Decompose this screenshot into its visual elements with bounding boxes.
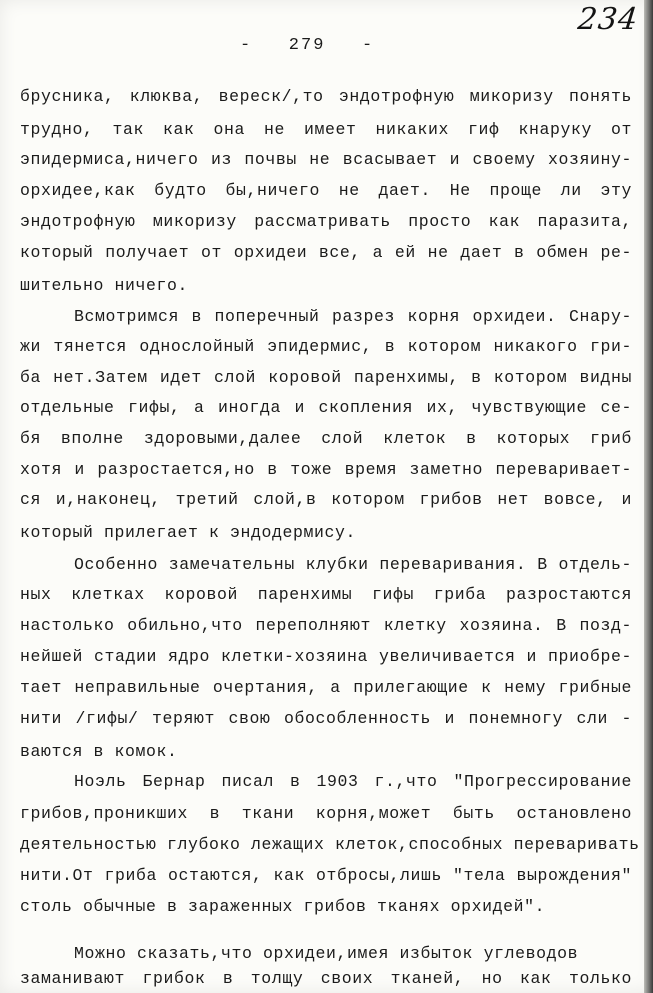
text-line: ваются в комок. — [20, 742, 178, 761]
text-line: столь обычные в зараженных грибов тканях орхидей". — [20, 897, 546, 916]
text-line: заманивают грибок в толщу своих тканей, но как только — [20, 969, 632, 988]
scan-edge — [644, 0, 653, 993]
text-line: эндотрофную микоризу рассматривать просто как паразита, — [20, 212, 632, 231]
text-line: Особенно замечательны клубки переваривания. В отдель- — [74, 555, 632, 574]
text-line: ся и,наконец, третий слой,в котором грибов нет вовсе, и — [20, 490, 632, 509]
text-line: нейшей стадии ядро клетки-хозяина увеличивается и приобре- — [20, 647, 632, 666]
text-line: хотя и разростается,но в тоже время заметно переваривает- — [20, 460, 632, 479]
text-line: нити.От гриба остаются, как отбросы,лишь "тела вырождения" — [20, 866, 632, 885]
text-line: отдельные гифы, а иногда и скопления их, чувствующие се- — [20, 398, 632, 417]
text-line: ных клетках коровой паренхимы гифы гриба разростаются — [20, 585, 632, 604]
text-line: деятельностью глубоко лежащих клеток,способных переваривать — [20, 835, 640, 854]
text-line: брусника, клюква, вереск/,то эндотрофную микоризу понять — [20, 87, 632, 106]
text-line: нити /гифы/ теряют свою обособленность и понемногу сли - — [20, 709, 632, 728]
text-line: Всмотримся в поперечный разрез корня орхидеи. Снару- — [74, 307, 632, 326]
text-line: Ноэль Бернар писал в 1903 г.,что "Прогрессирование — [74, 772, 632, 791]
text-line: грибов,проникших в ткани корня,может быть остановлено — [20, 804, 632, 823]
text-line: Можно сказать,что орхидеи,имея избыток углеводов — [74, 944, 579, 963]
text-line: бя вполне здоровыми,далее слой клеток в которых гриб — [20, 429, 632, 448]
text-line: который прилегает к эндодермису. — [20, 523, 357, 542]
text-line: шительно ничего. — [20, 276, 189, 295]
text-line: жи тянется однослойный эпидермис, в котором никакого гри- — [20, 337, 632, 356]
text-line: который получает от орхидеи все, а ей не дает в обмен ре- — [20, 243, 632, 262]
text-line: трудно, так как она не имеет никаких гиф кнаруку от — [20, 120, 632, 139]
text-line: тает неправильные очертания, а прилегающие к нему грибные — [20, 678, 632, 697]
page-number: - 279 - — [240, 36, 375, 55]
text-line: орхидее,как будто бы,ничего не дает. Не проще ли эту — [20, 181, 632, 200]
text-line: эпидермиса,ничего из почвы не всасывает и своему хозяину- — [20, 150, 632, 169]
text-line: настолько обильно,что переполняют клетку хозяина. В позд- — [20, 616, 632, 635]
archive-page-number: 234 — [576, 2, 641, 37]
text-line: ба нет.Затем идет слой коровой паренхимы, в котором видны — [20, 368, 632, 387]
